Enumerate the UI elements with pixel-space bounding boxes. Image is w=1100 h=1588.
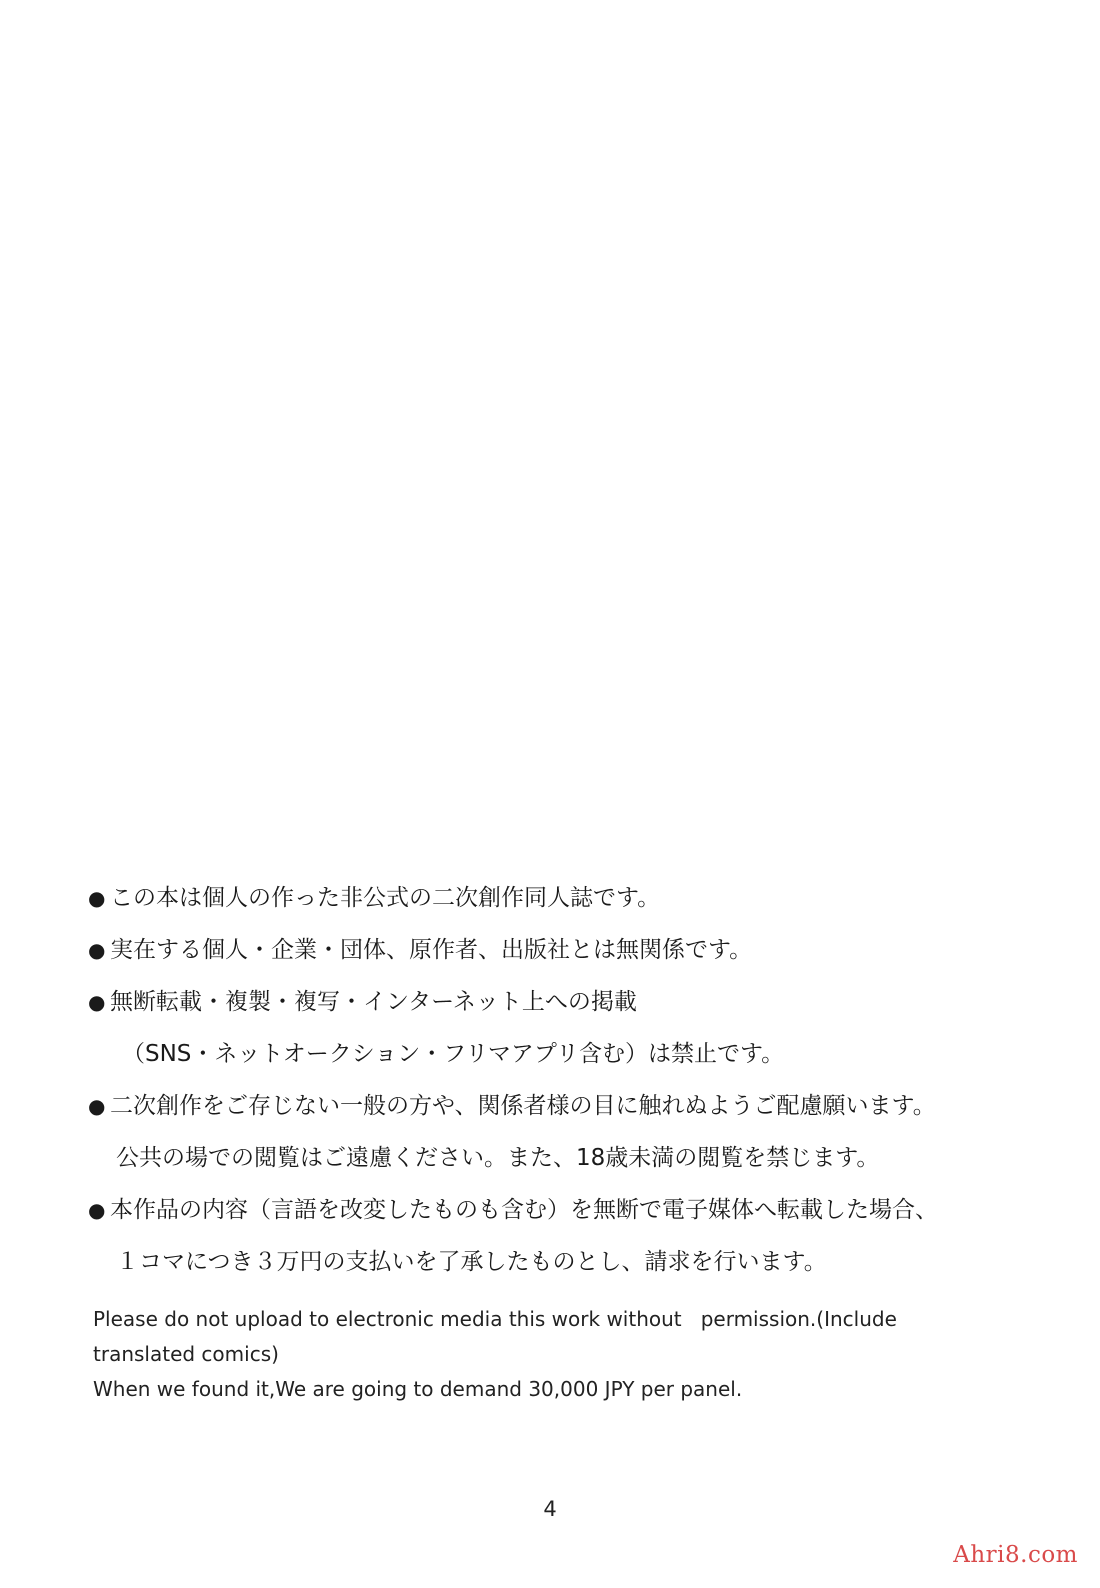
bullet-icon: ●: [88, 938, 106, 962]
notice-item: [88, 924, 1068, 976]
notice-continuation: [88, 1028, 1068, 1080]
notice-continuation: [88, 1236, 1068, 1288]
bullet-icon: ●: [88, 990, 106, 1014]
watermark: Ahri8.com: [953, 1542, 1078, 1568]
bullet-icon: ●: [88, 1094, 106, 1118]
english-line: When we found it,We are going to demand 30,000 JPY per panel.: [93, 1377, 743, 1401]
notice-continuation: [88, 1132, 1068, 1184]
notice-item: [88, 872, 1068, 924]
notice-item: [88, 976, 1068, 1028]
notice-item: [88, 1184, 1068, 1236]
notice-item: [88, 1080, 1068, 1132]
notice-text: 無断転載・複製・複写・インターネット上への掲載: [110, 989, 637, 1015]
notice-text: 実在する個人・企業・団体、原作者、出版社とは無関係です。: [110, 937, 753, 963]
notice-text: 公共の場での閲覧はご遠慮ください。また、18歳未満の閲覧を禁じます。: [116, 1145, 880, 1171]
english-line: Please do not upload to electronic media this work without permission.(Include: [93, 1307, 897, 1331]
notice-list: [88, 872, 1068, 1288]
notice-text: （SNS・ネットオークション・フリマアプリ含む）は禁止です。: [122, 1041, 785, 1067]
notice-text: 本作品の内容（言語を改変したものも含む）を無断で電子媒体へ転載した場合、: [110, 1197, 938, 1223]
bullet-icon: ●: [88, 1198, 106, 1222]
notice-text: この本は個人の作った非公式の二次創作同人誌です。: [110, 885, 661, 911]
english-notice: [93, 1302, 1053, 1407]
bullet-icon: ●: [88, 886, 106, 910]
page-number: 4: [543, 1497, 557, 1521]
notice-text: １コマにつき３万円の支払いを了承したものとし、請求を行います。: [116, 1249, 827, 1275]
notice-text: 二次創作をご存じない一般の方や、関係者様の目に触れぬようご配慮願います。: [110, 1093, 936, 1119]
english-line: translated comics): [93, 1342, 279, 1366]
